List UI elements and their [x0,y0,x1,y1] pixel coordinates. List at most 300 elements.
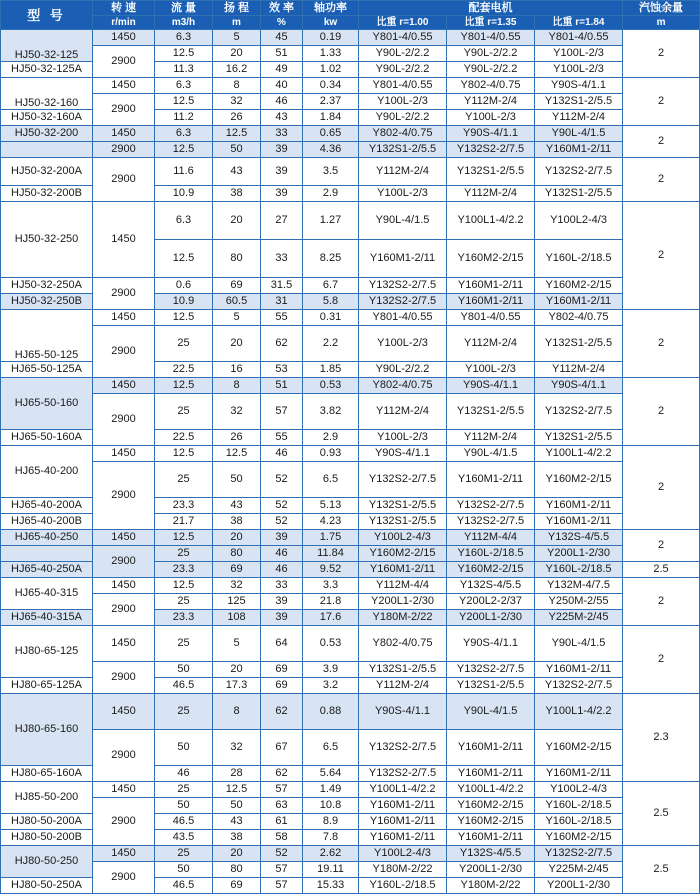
head-cell: 43 [213,158,261,186]
motor-sg1-cell: Y132S1-2/5.5 [359,662,447,678]
motor-sg1-cell: Y160M1-2/11 [359,562,447,578]
shaft-power-cell: 6.5 [303,730,359,766]
shaft-power-cell: 17.6 [303,610,359,626]
npsh-cell: 2 [623,158,700,202]
motor-sg2-cell: Y801-4/0.55 [447,30,535,46]
model-cell: HJ50-32-200B [1,186,93,202]
shaft-power-cell: 2.9 [303,430,359,446]
shaft-power-cell: 2.2 [303,326,359,362]
motor-sg1-cell: Y160L-2/18.5 [359,878,447,894]
table-row [1,846,700,862]
efficiency-cell: 63 [261,798,303,814]
speed-cell: 1450 [93,126,155,142]
flow-cell: 6.3 [155,78,213,94]
efficiency-cell: 39 [261,610,303,626]
head-cell: 60.5 [213,294,261,310]
flow-cell: 22.5 [155,430,213,446]
flow-cell: 12.5 [155,310,213,326]
header-speed: 转 速 [93,1,155,16]
motor-sg1-cell: Y180M-2/22 [359,862,447,878]
motor-sg1-cell: Y132S2-2/7.5 [359,730,447,766]
model-cell [1,546,93,562]
motor-sg1-cell: Y112M-4/4 [359,578,447,594]
npsh-cell: 2.5 [623,782,700,846]
head-cell: 8 [213,378,261,394]
motor-sg3-cell: Y132S2-2/7.5 [535,846,623,862]
motor-sg1-cell: Y90L-4/1.5 [359,202,447,240]
efficiency-cell: 51 [261,46,303,62]
speed-cell: 1450 [93,78,155,94]
motor-sg1-cell: Y90L-2/2.2 [359,46,447,62]
motor-sg3-cell: Y802-4/0.75 [535,310,623,326]
model-cell: HJ50-32-250A [1,278,93,294]
model-cell: HJ65-50-160 [1,378,93,430]
flow-cell: 25 [155,694,213,730]
head-cell: 32 [213,730,261,766]
table-row [1,662,700,678]
efficiency-cell: 55 [261,430,303,446]
motor-sg3-cell: Y100L1-4/2.2 [535,694,623,730]
head-cell: 69 [213,878,261,894]
motor-sg2-cell: Y132S-4/5.5 [447,846,535,862]
model-cell: HJ80-50-250A [1,878,93,894]
head-cell: 80 [213,862,261,878]
efficiency-cell: 57 [261,862,303,878]
motor-sg2-cell: Y90L-4/1.5 [447,694,535,730]
head-cell: 38 [213,514,261,530]
efficiency-cell: 39 [261,530,303,546]
head-cell: 50 [213,142,261,158]
motor-sg2-cell: Y160M1-2/11 [447,462,535,498]
flow-cell: 0.6 [155,278,213,294]
motor-sg2-cell: Y90L-4/1.5 [447,446,535,462]
table-row [1,46,700,62]
table-row [1,378,700,394]
table-row [1,278,700,294]
flow-cell: 25 [155,394,213,430]
table-row [1,310,700,326]
head-cell: 125 [213,594,261,610]
motor-sg1-cell: Y801-4/0.55 [359,310,447,326]
motor-sg2-cell: Y180M-2/22 [447,878,535,894]
flow-cell: 12.5 [155,578,213,594]
table-row [1,158,700,186]
motor-sg1-cell: Y160M1-2/11 [359,830,447,846]
motor-sg1-cell: Y132S1-2/5.5 [359,514,447,530]
shaft-power-cell: 2.37 [303,94,359,110]
flow-cell: 46.5 [155,678,213,694]
speed-cell: 1450 [93,694,155,730]
flow-cell: 23.3 [155,562,213,578]
motor-sg2-cell: Y160M1-2/11 [447,766,535,782]
head-cell: 20 [213,530,261,546]
table-row [1,626,700,662]
motor-sg2-cell: Y112M-4/4 [447,530,535,546]
efficiency-cell: 52 [261,846,303,862]
motor-sg3-cell: Y160L-2/18.5 [535,240,623,278]
npsh-cell: 2 [623,626,700,694]
motor-sg2-cell: Y112M-2/4 [447,430,535,446]
flow-cell: 46 [155,766,213,782]
flow-cell: 10.9 [155,294,213,310]
motor-sg2-cell: Y160M1-2/11 [447,730,535,766]
speed-cell: 2900 [93,462,155,530]
efficiency-cell: 57 [261,878,303,894]
header-row-2 [1,16,700,30]
motor-sg1-cell: Y100L-2/3 [359,430,447,446]
flow-cell: 21.7 [155,514,213,530]
flow-cell: 22.5 [155,362,213,378]
efficiency-cell: 46 [261,562,303,578]
efficiency-cell: 67 [261,730,303,766]
table-row [1,462,700,498]
head-cell: 20 [213,326,261,362]
motor-sg3-cell: Y132S1-2/5.5 [535,94,623,110]
speed-cell: 2900 [93,662,155,694]
efficiency-cell: 64 [261,626,303,662]
motor-sg3-cell: Y100L-2/3 [535,46,623,62]
efficiency-cell: 33 [261,126,303,142]
head-cell: 17.3 [213,678,261,694]
motor-sg2-cell: Y90S-4/1.1 [447,378,535,394]
model-cell: HJ65-40-200B [1,514,93,530]
speed-cell: 2900 [93,46,155,78]
table-row [1,446,700,462]
header-sg-2: 比重 r=1.35 [447,16,535,30]
motor-sg3-cell: Y225M-2/45 [535,610,623,626]
table-row [1,594,700,610]
table-row [1,394,700,430]
npsh-cell: 2 [623,310,700,378]
model-cell: HJ65-50-125A [1,362,93,378]
flow-cell: 11.2 [155,110,213,126]
motor-sg3-cell: Y225M-2/45 [535,862,623,878]
header-motor: 配套电机 [359,1,623,16]
motor-sg3-cell: Y112M-2/4 [535,362,623,378]
motor-sg2-cell: Y90S-4/1.1 [447,126,535,142]
model-cell: HJ80-50-250 [1,846,93,878]
header-efficiency-unit: % [261,16,303,30]
head-cell: 8 [213,78,261,94]
table-row [1,142,700,158]
head-cell: 20 [213,202,261,240]
motor-sg2-cell: Y112M-2/4 [447,186,535,202]
efficiency-cell: 69 [261,662,303,678]
motor-sg1-cell: Y100L2-4/3 [359,530,447,546]
model-cell: HJ65-50-160A [1,430,93,446]
shaft-power-cell: 0.19 [303,30,359,46]
motor-sg1-cell: Y132S2-2/7.5 [359,766,447,782]
model-cell: HJ65-40-315A [1,610,93,626]
flow-cell: 12.5 [155,378,213,394]
motor-sg3-cell: Y160M2-2/15 [535,278,623,294]
npsh-cell: 2.3 [623,694,700,782]
shaft-power-cell: 2.9 [303,186,359,202]
header-sg-1: 比重 r=1.00 [359,16,447,30]
speed-cell: 2900 [93,394,155,446]
shaft-power-cell: 0.88 [303,694,359,730]
speed-cell: 1450 [93,378,155,394]
motor-sg1-cell: Y200L1-2/30 [359,594,447,610]
npsh-cell: 2.5 [623,846,700,894]
motor-sg1-cell: Y112M-2/4 [359,678,447,694]
shaft-power-cell: 0.53 [303,378,359,394]
model-cell: HJ50-32-200 [1,126,93,142]
shaft-power-cell: 1.85 [303,362,359,378]
speed-cell: 2900 [93,94,155,126]
efficiency-cell: 46 [261,94,303,110]
motor-sg2-cell: Y100L-2/3 [447,362,535,378]
motor-sg3-cell: Y132S2-2/7.5 [535,394,623,430]
model-cell: HJ65-40-200A [1,498,93,514]
efficiency-cell: 33 [261,578,303,594]
motor-sg2-cell: Y200L1-2/30 [447,862,535,878]
motor-sg2-cell: Y100L-2/3 [447,110,535,126]
model-cell: HJ65-40-315 [1,578,93,610]
efficiency-cell: 62 [261,766,303,782]
motor-sg1-cell: Y90S-4/1.1 [359,446,447,462]
motor-sg3-cell: Y100L-2/3 [535,62,623,78]
speed-cell: 1450 [93,30,155,46]
header-head-unit: m [213,16,261,30]
model-cell: HJ80-50-200A [1,814,93,830]
npsh-cell: 2 [623,78,700,126]
motor-sg2-cell: Y112M-2/4 [447,326,535,362]
efficiency-cell: 40 [261,78,303,94]
speed-cell: 1450 [93,310,155,326]
shaft-power-cell: 5.8 [303,294,359,310]
model-cell: HJ50-32-125A [1,62,93,78]
head-cell: 32 [213,94,261,110]
motor-sg1-cell: Y100L-2/3 [359,326,447,362]
efficiency-cell: 49 [261,62,303,78]
motor-sg1-cell: Y100L-2/3 [359,186,447,202]
table-body [1,30,700,894]
motor-sg2-cell: Y132S1-2/5.5 [447,158,535,186]
speed-cell: 2900 [93,546,155,578]
header-head: 扬 程 [213,1,261,16]
header-row-1 [1,1,700,16]
flow-cell: 12.5 [155,530,213,546]
model-cell: HJ80-65-125 [1,626,93,678]
head-cell: 5 [213,30,261,46]
shaft-power-cell: 1.84 [303,110,359,126]
shaft-power-cell: 0.93 [303,446,359,462]
shaft-power-cell: 9.52 [303,562,359,578]
head-cell: 80 [213,546,261,562]
table-row [1,78,700,94]
flow-cell: 25 [155,782,213,798]
shaft-power-cell: 7.8 [303,830,359,846]
efficiency-cell: 39 [261,158,303,186]
table-row [1,862,700,878]
head-cell: 12.5 [213,126,261,142]
header-shaft-power-unit: kw [303,16,359,30]
motor-sg1-cell: Y90L-2/2.2 [359,110,447,126]
model-cell: HJ50-32-250 [1,202,93,278]
header-model: 型 号 [1,1,93,30]
motor-sg3-cell: Y132M-4/7.5 [535,578,623,594]
shaft-power-cell: 3.9 [303,662,359,678]
speed-cell: 2900 [93,730,155,782]
table-row [1,202,700,240]
motor-sg3-cell: Y132S2-2/7.5 [535,678,623,694]
shaft-power-cell: 1.02 [303,62,359,78]
motor-sg2-cell: Y200L2-2/37 [447,594,535,610]
model-cell: HJ65-40-200 [1,446,93,498]
model-cell: HJ85-50-200 [1,782,93,814]
motor-sg3-cell: Y200L1-2/30 [535,878,623,894]
motor-sg2-cell: Y160M2-2/15 [447,562,535,578]
motor-sg2-cell: Y132S2-2/7.5 [447,498,535,514]
flow-cell: 12.5 [155,46,213,62]
header-sg-3: 比重 r=1.84 [535,16,623,30]
flow-cell: 6.3 [155,202,213,240]
table-row [1,94,700,110]
motor-sg2-cell: Y802-4/0.75 [447,78,535,94]
efficiency-cell: 52 [261,514,303,530]
head-cell: 26 [213,110,261,126]
motor-sg1-cell: Y802-4/0.75 [359,126,447,142]
shaft-power-cell: 4.23 [303,514,359,530]
motor-sg3-cell: Y132S1-2/5.5 [535,186,623,202]
shaft-power-cell: 3.2 [303,678,359,694]
npsh-cell: 2 [623,446,700,530]
head-cell: 32 [213,578,261,594]
motor-sg3-cell: Y100L2-4/3 [535,202,623,240]
flow-cell: 50 [155,798,213,814]
efficiency-cell: 39 [261,142,303,158]
motor-sg2-cell: Y132S1-2/5.5 [447,394,535,430]
model-cell [1,142,93,158]
flow-cell: 25 [155,626,213,662]
model-cell: HJ65-40-250 [1,530,93,546]
motor-sg1-cell: Y802-4/0.75 [359,378,447,394]
motor-sg2-cell: Y160M1-2/11 [447,294,535,310]
head-cell: 38 [213,830,261,846]
head-cell: 12.5 [213,782,261,798]
shaft-power-cell: 1.75 [303,530,359,546]
motor-sg2-cell: Y160M2-2/15 [447,240,535,278]
header-efficiency: 效 率 [261,1,303,16]
motor-sg1-cell: Y160M1-2/11 [359,814,447,830]
motor-sg2-cell: Y801-4/0.55 [447,310,535,326]
motor-sg1-cell: Y100L1-4/2.2 [359,782,447,798]
motor-sg1-cell: Y90L-2/2.2 [359,362,447,378]
motor-sg2-cell: Y90S-4/1.1 [447,626,535,662]
motor-sg1-cell: Y802-4/0.75 [359,626,447,662]
speed-cell: 1450 [93,530,155,546]
speed-cell: 1450 [93,626,155,662]
model-cell: HJ80-50-200B [1,830,93,846]
header-flow-unit: m3/h [155,16,213,30]
table-row [1,694,700,730]
motor-sg1-cell: Y90S-4/1.1 [359,694,447,730]
flow-cell: 12.5 [155,142,213,158]
motor-sg1-cell: Y100L-2/3 [359,94,447,110]
motor-sg1-cell: Y90L-2/2.2 [359,62,447,78]
motor-sg3-cell: Y250M-2/55 [535,594,623,610]
motor-sg1-cell: Y160M2-2/15 [359,546,447,562]
head-cell: 20 [213,662,261,678]
shaft-power-cell: 1.27 [303,202,359,240]
head-cell: 69 [213,278,261,294]
table-row [1,326,700,362]
efficiency-cell: 43 [261,110,303,126]
table-row [1,730,700,766]
motor-sg2-cell: Y160M1-2/11 [447,278,535,294]
flow-cell: 25 [155,326,213,362]
motor-sg1-cell: Y132S2-2/7.5 [359,278,447,294]
motor-sg1-cell: Y100L2-4/3 [359,846,447,862]
speed-cell: 2900 [93,278,155,310]
head-cell: 38 [213,186,261,202]
npsh-cell: 2.5 [623,562,700,578]
model-cell: HJ80-65-125A [1,678,93,694]
speed-cell: 2900 [93,862,155,894]
motor-sg2-cell: Y100L1-4/2.2 [447,202,535,240]
head-cell: 28 [213,766,261,782]
model-cell: HJ50-32-160A [1,110,93,126]
model-cell: HJ80-65-160 [1,694,93,766]
shaft-power-cell: 0.53 [303,626,359,662]
motor-sg3-cell: Y160L-2/18.5 [535,814,623,830]
flow-cell: 10.9 [155,186,213,202]
shaft-power-cell: 2.62 [303,846,359,862]
motor-sg1-cell: Y112M-2/4 [359,394,447,430]
motor-sg3-cell: Y160L-2/18.5 [535,562,623,578]
motor-sg2-cell: Y112M-2/4 [447,94,535,110]
header-npsh-unit: m [623,16,700,30]
npsh-cell: 2 [623,578,700,626]
flow-cell: 23.3 [155,610,213,626]
flow-cell: 25 [155,594,213,610]
speed-cell: 2900 [93,142,155,158]
motor-sg1-cell: Y132S1-2/5.5 [359,142,447,158]
flow-cell: 11.3 [155,62,213,78]
flow-cell: 43.5 [155,830,213,846]
table-row [1,546,700,562]
head-cell: 26 [213,430,261,446]
motor-sg1-cell: Y132S2-2/7.5 [359,462,447,498]
motor-sg2-cell: Y90L-2/2.2 [447,46,535,62]
motor-sg2-cell: Y160L-2/18.5 [447,546,535,562]
efficiency-cell: 52 [261,462,303,498]
head-cell: 8 [213,694,261,730]
speed-cell: 2900 [93,594,155,626]
shaft-power-cell: 8.9 [303,814,359,830]
model-cell: HJ50-32-125 [1,30,93,62]
flow-cell: 25 [155,546,213,562]
motor-sg3-cell: Y90L-4/1.5 [535,126,623,142]
speed-cell: 2900 [93,326,155,378]
motor-sg1-cell: Y132S1-2/5.5 [359,498,447,514]
head-cell: 50 [213,462,261,498]
motor-sg2-cell: Y132S2-2/7.5 [447,142,535,158]
motor-sg3-cell: Y160M1-2/11 [535,142,623,158]
npsh-cell: 2 [623,530,700,562]
motor-sg2-cell: Y160M1-2/11 [447,830,535,846]
efficiency-cell: 46 [261,546,303,562]
shaft-power-cell: 21.8 [303,594,359,610]
motor-sg3-cell: Y100L1-4/2.2 [535,446,623,462]
flow-cell: 12.5 [155,446,213,462]
table-row [1,530,700,546]
speed-cell: 2900 [93,158,155,202]
motor-sg3-cell: Y132S2-2/7.5 [535,158,623,186]
efficiency-cell: 53 [261,362,303,378]
motor-sg1-cell: Y801-4/0.55 [359,30,447,46]
